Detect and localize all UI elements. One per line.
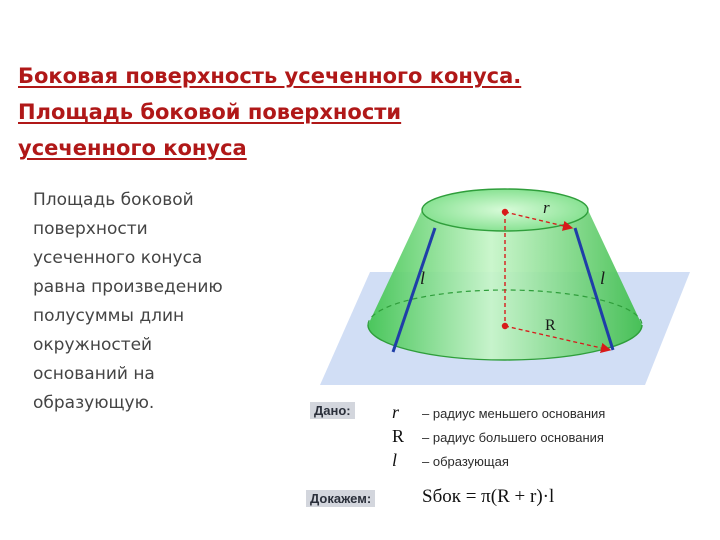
given-text: – радиус меньшего основания: [422, 406, 606, 421]
given-symbol: l: [392, 450, 398, 470]
description-line: образующую.: [33, 393, 155, 413]
description-line: оснований на: [33, 364, 155, 384]
title-line-3: усеченного конуса: [18, 136, 247, 160]
given-item-r: [392, 402, 605, 423]
label-l-right: l: [600, 268, 606, 288]
description-line: усеченного конуса: [33, 248, 203, 268]
description-line: окружностей: [33, 335, 153, 355]
given-label: Дано:: [310, 402, 355, 419]
prove-label: Докажем:: [306, 490, 375, 507]
given-text: – радиус большего основания: [422, 430, 604, 445]
label-R: R: [545, 317, 556, 334]
description-line: полусуммы длин: [33, 306, 185, 326]
given-symbol: R: [392, 426, 405, 446]
given-item-R: [392, 426, 604, 447]
given-symbol: r: [392, 402, 400, 422]
given-item-l: [392, 450, 509, 471]
slide-title: [18, 58, 708, 166]
description-line: поверхности: [33, 219, 148, 239]
label-l-left: l: [420, 268, 426, 288]
lateral-area-formula: Sбок = π(R + r)·l: [422, 486, 555, 507]
description-line: Площадь боковой: [33, 190, 194, 210]
truncated-cone-diagram: [300, 180, 700, 390]
title-line-2: Площадь боковой поверхности: [18, 100, 402, 124]
description-text: [33, 186, 283, 418]
label-r: r: [543, 198, 550, 217]
description-line: равна произведению: [33, 277, 223, 297]
given-text: – образующая: [422, 454, 509, 469]
title-line-1: Боковая поверхность усеченного конуса.: [18, 64, 522, 88]
